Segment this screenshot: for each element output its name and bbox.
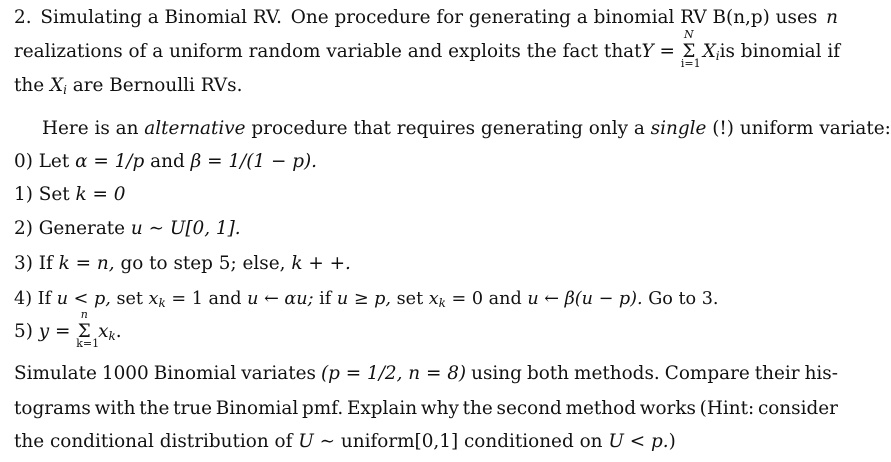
step-0-math-2: β = 1/(1 − p). (190, 151, 317, 172)
step-4-xk-1 (149, 289, 166, 309)
step-4-eq-2: = 0 (451, 289, 484, 309)
alt-intro-line (42, 118, 891, 140)
alt-text-2: procedure that requires generating only a (251, 118, 645, 139)
var-n: n (826, 7, 838, 28)
closing-line1-word: Binomial (153, 363, 237, 384)
step-5-sum-symbol: Σ (77, 321, 91, 342)
step-4 (14, 288, 719, 314)
closing-text-a: the conditional distribution of (14, 431, 293, 452)
var-X-2: X (49, 75, 64, 96)
step-4-math-1: u < p, (56, 289, 111, 309)
step-5-sum-lower: k=1 (76, 337, 100, 350)
step-5 (14, 308, 122, 350)
closing-line-2 (14, 398, 838, 420)
closing-line2-word: the (139, 398, 170, 419)
intro-text-1: One procedure for generating a binomial RV B(n,p) uses (290, 7, 818, 28)
subscript-i-2: i (63, 83, 67, 97)
closing-line1-word: variates (241, 363, 316, 384)
closing-line1-word: both (526, 363, 570, 384)
step-4-update-2: u ← β(u − p). (527, 289, 643, 309)
closing-var-U: U (298, 431, 314, 452)
closing-line2-word: second (496, 398, 562, 419)
problem-number: 2. (14, 7, 32, 28)
step-5-label: 5) (14, 321, 33, 342)
closing-line2-word: pmf. (302, 398, 344, 419)
step-1-math: k = 0 (75, 184, 126, 205)
step-4-cond-2: u ≥ p, (336, 289, 392, 309)
step-3-math-2: k + +. (291, 253, 351, 274)
step-0-label: 0) Let (14, 151, 70, 172)
var-X: X (702, 41, 716, 62)
alt-emph: alternative (144, 118, 246, 139)
equals-sign: = (659, 41, 675, 62)
closing-paren: ) (668, 431, 676, 452)
step-4-k-1: k (158, 296, 166, 310)
step-2-label: 2) Generate (14, 218, 126, 239)
step-0 (14, 151, 317, 173)
step-3-math-1: k = n, (58, 253, 115, 274)
closing-line2-word: Explain (346, 398, 418, 419)
closing-line1-word: methods. (574, 363, 660, 384)
step-5-xk (98, 321, 116, 342)
step-3-text: go to step 5; else, (120, 253, 286, 274)
problem-title: Simulating a Binomial RV. (40, 7, 282, 28)
closing-line1-word: his- (804, 363, 838, 384)
step-5-k: k (108, 329, 116, 343)
closing-line2-word: with (94, 398, 136, 419)
step-1 (14, 184, 125, 206)
step-4-label: 4) If (14, 289, 52, 309)
closing-line2-word: true (173, 398, 213, 419)
step-4-xk-2 (429, 289, 446, 309)
closing-line1-word: 1000 (101, 363, 149, 384)
closing-line2-word: (Hint: (699, 398, 755, 419)
step-4-goto: Go to 3. (648, 289, 719, 309)
step-3 (14, 253, 351, 275)
closing-line2-word: method (565, 398, 636, 419)
var-Y: Y (641, 41, 654, 62)
step-5-dot: . (115, 321, 122, 342)
sum-symbol: Σ (682, 41, 696, 62)
closing-line2-word: consider (757, 398, 838, 419)
step-5-sum-upper: n (80, 308, 88, 321)
sum-equation (641, 28, 720, 70)
step-2-math: u ∼ U[0, 1]. (130, 218, 241, 239)
step-1-label: 1) Set (14, 184, 70, 205)
sum-lower-limit: i=1 (680, 57, 701, 70)
step-4-update-1: u ← αu; (247, 289, 314, 309)
step-4-set-2: set (396, 289, 424, 309)
single-emph: single (650, 118, 707, 139)
closing-line2-word: why (420, 398, 459, 419)
intro-text-4: the (14, 75, 45, 96)
step-4-k-2: k (438, 296, 446, 310)
step-4-and-2: and (488, 289, 522, 309)
intro-text-3: is binomial if (719, 41, 841, 62)
intro-line-1 (14, 7, 838, 29)
closing-text-b: ∼ uniform[0,1] conditioned on (319, 431, 603, 452)
step-5-x: x (98, 321, 109, 342)
step-4-and-1: and (208, 289, 242, 309)
closing-line-1 (14, 363, 838, 385)
subscript-i: i (715, 49, 720, 63)
intro-line-2 (14, 28, 841, 70)
closing-line1-word: using (471, 363, 522, 384)
sum-upper-limit: N (684, 28, 694, 41)
step-4-if: if (319, 289, 332, 309)
step-4-set-1: set (116, 289, 143, 309)
step-4-eq-1: = 1 (171, 289, 203, 309)
step-5-sum-operator (76, 308, 100, 350)
step-4-x-1: x (148, 289, 159, 309)
step-0-and: and (150, 151, 185, 172)
sum-operator (680, 28, 701, 70)
closing-line1-word: Simulate (14, 363, 97, 384)
alt-text-1: Here is an (42, 118, 139, 139)
closing-line2-word: the (462, 398, 493, 419)
step-3-label: 3) If (14, 253, 53, 274)
closing-cond: U < p. (608, 431, 669, 452)
closing-line2-word: Binomial (215, 398, 299, 419)
closing-line1-word: (p = 1/2, n = 8) (320, 363, 467, 384)
closing-line2-word: works (639, 398, 696, 419)
closing-line1-word: their (754, 363, 800, 384)
closing-line-3 (14, 431, 676, 453)
closing-line1-word: Compare (664, 363, 750, 384)
step-4-x-2: x (428, 289, 439, 309)
closing-line2-word: tograms (14, 398, 91, 419)
step-5-math-1: y = (38, 321, 71, 342)
intro-line-3 (14, 75, 242, 101)
intro-text-2: realizations of a uniform random variable and exploits the fact that (14, 41, 642, 62)
alt-text-3: (!) uniform variate: (712, 118, 891, 139)
intro-text-5: are Bernoulli RVs. (72, 75, 243, 96)
step-2 (14, 218, 241, 240)
step-0-math-1: α = 1/p (75, 151, 145, 172)
